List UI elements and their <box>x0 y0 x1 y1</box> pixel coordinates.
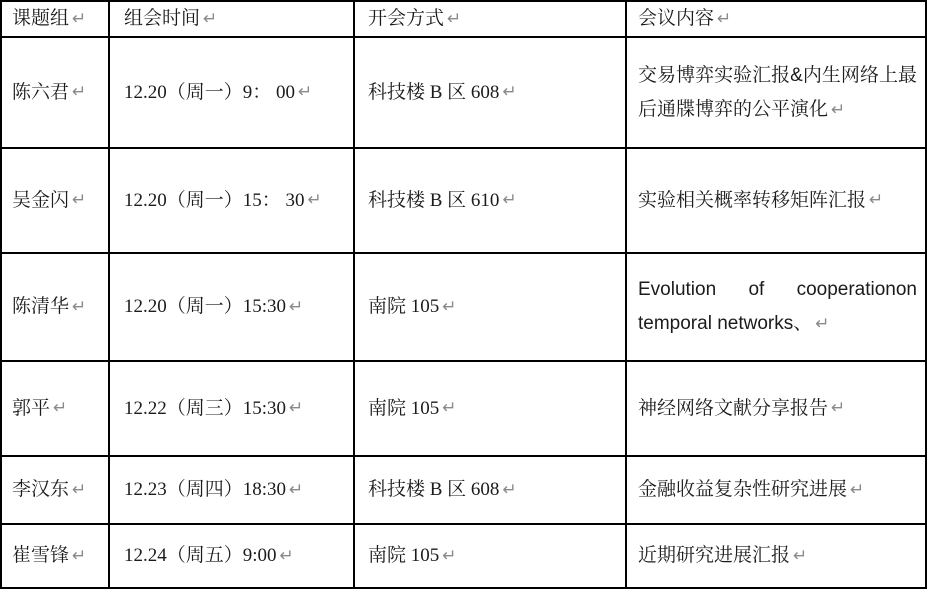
table-cell-group <box>2 147 108 252</box>
paragraph-mark-icon: ↵ <box>502 82 517 103</box>
table-cell-content <box>625 252 925 360</box>
paragraph-mark-icon: ↵ <box>502 479 517 500</box>
meeting-time: 12.20（周一）9： 00 <box>124 81 296 103</box>
paragraph-mark-icon: ↵ <box>831 398 846 419</box>
paragraph-mark-icon: ↵ <box>442 296 457 317</box>
header-cell-mode <box>353 2 625 36</box>
paragraph-mark-icon: ↵ <box>831 99 846 120</box>
paragraph-mark-icon: ↵ <box>815 314 830 334</box>
table-cell-time <box>108 360 353 455</box>
paragraph-mark-icon: ↵ <box>307 190 322 211</box>
table-cell-group <box>2 252 108 360</box>
paragraph-mark-icon: ↵ <box>72 479 87 500</box>
meeting-time: 12.23（周四）18:30 <box>124 479 287 501</box>
header-label: 开会方式 <box>368 8 445 30</box>
table-cell-time <box>108 252 353 360</box>
table-cell-content <box>625 523 925 587</box>
paragraph-mark-icon: ↵ <box>793 545 808 566</box>
group-name: 郭平 <box>12 397 51 419</box>
meeting-topic: 神经网络文献分享报告 <box>638 397 829 419</box>
meeting-location: 科技楼 B 区 608 <box>368 81 500 103</box>
paragraph-mark-icon: ↵ <box>298 82 313 103</box>
group-name: 吴金闪 <box>12 189 70 211</box>
group-name: 崔雪锋 <box>12 545 70 567</box>
table-cell-content <box>625 455 925 523</box>
paragraph-mark-icon: ↵ <box>289 479 304 500</box>
meeting-location: 科技楼 B 区 610 <box>368 189 500 211</box>
header-cell-group <box>2 2 108 36</box>
table-cell-mode <box>353 455 625 523</box>
paragraph-mark-icon: ↵ <box>289 398 304 419</box>
paragraph-mark-icon: ↵ <box>53 398 68 419</box>
header-label: 课题组 <box>12 8 70 30</box>
paragraph-mark-icon: ↵ <box>72 8 87 29</box>
table-cell-group <box>2 523 108 587</box>
meeting-topic: 近期研究进展汇报 <box>638 545 791 567</box>
table-cell-mode <box>353 147 625 252</box>
header-cell-content <box>625 2 925 36</box>
table-cell-time <box>108 523 353 587</box>
table-cell-mode <box>353 252 625 360</box>
meeting-location: 南院 105 <box>368 397 440 419</box>
table-cell-time <box>108 36 353 147</box>
header-cell-time <box>108 2 353 36</box>
paragraph-mark-icon: ↵ <box>850 479 865 500</box>
paragraph-mark-icon: ↵ <box>869 190 884 211</box>
table-cell-time <box>108 147 353 252</box>
meeting-topic: 交易博弈实验汇报&内生网络上最后通牒博弈的公平演化 ↵ <box>638 64 917 120</box>
paragraph-mark-icon: ↵ <box>717 8 732 29</box>
table-cell-group <box>2 36 108 147</box>
meeting-location: 南院 105 <box>368 296 440 318</box>
meeting-location: 科技楼 B 区 608 <box>368 479 500 501</box>
paragraph-mark-icon: ↵ <box>442 398 457 419</box>
group-name: 李汉东 <box>12 479 70 501</box>
paragraph-mark-icon: ↵ <box>72 190 87 211</box>
meeting-time: 12.20（周一）15:30 <box>124 296 287 318</box>
table-cell-time <box>108 455 353 523</box>
meeting-time: 12.22（周三）15:30 <box>124 397 287 419</box>
paragraph-mark-icon: ↵ <box>72 545 87 566</box>
paragraph-mark-icon: ↵ <box>72 296 87 317</box>
meeting-topic: Evolution of cooperationon temporal networks、 ↵ <box>638 279 917 334</box>
paragraph-mark-icon: ↵ <box>447 8 462 29</box>
header-label: 会议内容 <box>638 8 715 30</box>
paragraph-mark-icon: ↵ <box>442 545 457 566</box>
group-name: 陈六君 <box>12 81 70 103</box>
table-cell-content <box>625 36 925 147</box>
paragraph-mark-icon: ↵ <box>502 190 517 211</box>
table-cell-content <box>625 147 925 252</box>
table-cell-group <box>2 360 108 455</box>
table-cell-group <box>2 455 108 523</box>
paragraph-mark-icon: ↵ <box>203 8 218 29</box>
meeting-topic: 金融收益复杂性研究进展 <box>638 479 848 501</box>
table-cell-mode <box>353 360 625 455</box>
table-cell-mode <box>353 36 625 147</box>
table-cell-content <box>625 360 925 455</box>
meeting-time: 12.20（周一）15： 30 <box>124 189 305 211</box>
group-name: 陈清华 <box>12 296 70 318</box>
paragraph-mark-icon: ↵ <box>72 82 87 103</box>
paragraph-mark-icon: ↵ <box>279 545 294 566</box>
paragraph-mark-icon: ↵ <box>289 296 304 317</box>
meeting-location: 南院 105 <box>368 545 440 567</box>
meeting-time: 12.24（周五）9:00 <box>124 545 277 567</box>
meeting-topic: 实验相关概率转移矩阵汇报 <box>638 189 867 211</box>
header-label: 组会时间 <box>124 8 201 30</box>
table-cell-mode <box>353 523 625 587</box>
